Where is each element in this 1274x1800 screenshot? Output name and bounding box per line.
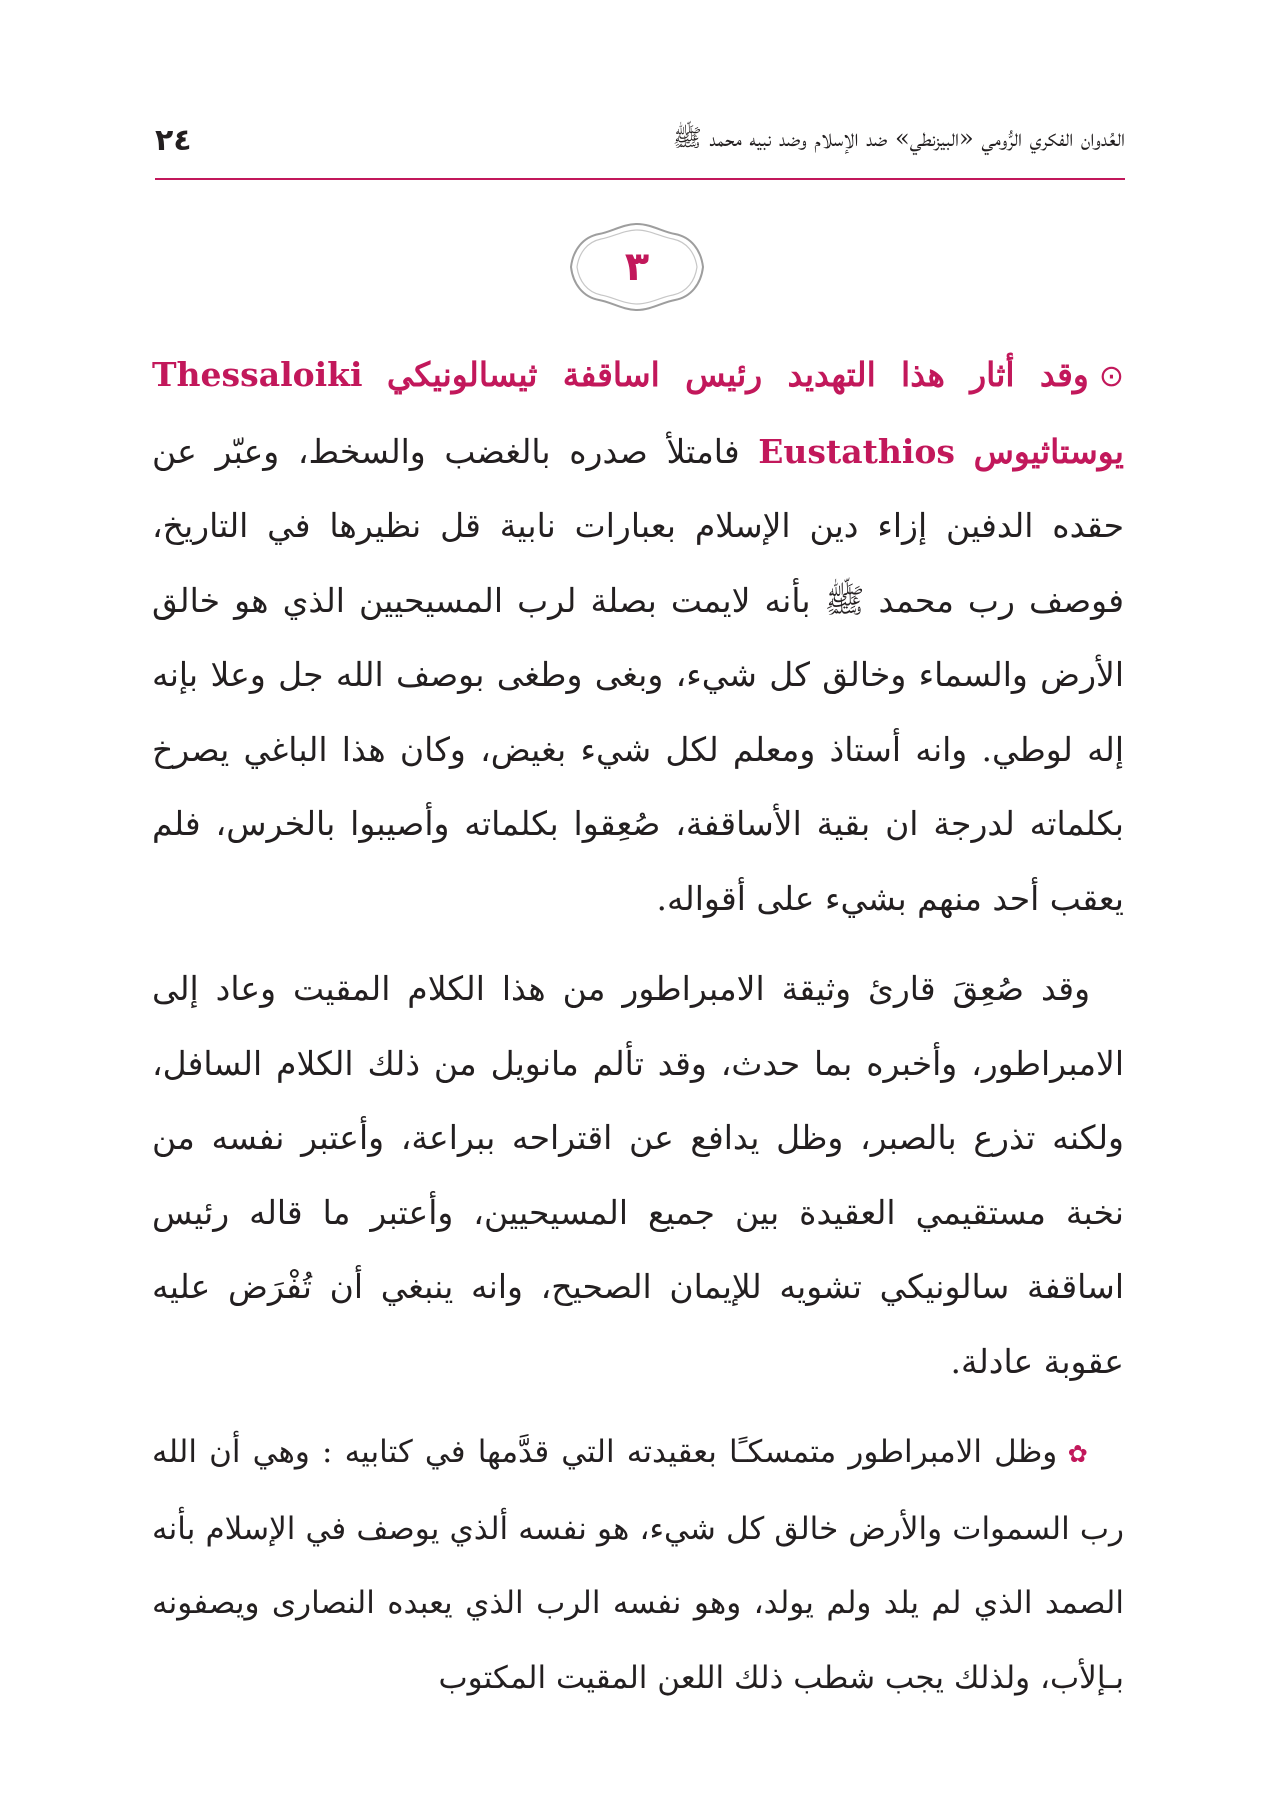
section-number: ٣ [624,244,650,290]
running-header [155,118,1125,162]
header-divider [155,178,1125,180]
page-number: ٢٤ [155,122,192,158]
running-title: العُدوان الفكري الرُّومي «البيزنطي» ضد الإسلام وضد نبيه محمد ﷺ [672,123,1125,152]
paragraph-3 [152,1415,1124,1715]
paragraph-3-text: وظل الامبراطور متمسكـًا بعقيدته التي قدَّمها في كتابيه : وهي أن الله رب السموات والأرض خالق كل شيء، هو نفسه ألذي يوصف في الإسلام بأنه الصمد الذي لم يلد ولم يولد، وهو نفسه الرب الذي يعبده النصارى ويصفونه بـإلأب، ولذلك يجب شطب ذلك اللعن المقيت المكتوب [152,1434,1124,1696]
circled-dot-icon: ⊙ [1098,359,1125,394]
paragraph-1 [152,338,1124,936]
section-number-ornament [567,220,707,314]
body-text [152,338,1124,1731]
latin-city-name: Thessaloiki [152,355,363,394]
paragraph-1-body: فامتلأ صدره بالغضب والسخط، وعبّر عن حقده الدفين إزاء دين الإسلام بعبارات نابية قل نظيرها في التاريخ، فوصف رب محمد ﷺ بأنه لايمت بصلة لرب المسيحيين الذي هو خالق الأرض والسماء وخالق كل شيء، وبغى وطغى بوصف الله جل وعلا بإنه إله لوطي. وانه أستاذ ومعلم لكل شيء بغيض، وكان هذا الباغي يصرخ بكلماته لدرجة ان بقية الأساقفة، صُعِقوا بكلماته وأصيبوا بالخرس، فلم يعقب أحد منهم بشيء على أقواله. [152,431,1124,918]
paragraph-1-intro: وقد أثار هذا التهديد رئيس اساقفة ثيسالونيكي [386,355,1089,394]
paragraph-2-text: وقد صُعِقَ قارئ وثيقة الامبراطور من هذا الكلام المقيت وعاد إلى الامبراطور، وأخبره بما حدث، وقد تألم مانويل من ذلك الكلام السافل، ولكنه تذرع بالصبر، وظل يدافع عن اقتراحه ببراعة، وأعتبر نفسه من نخبة مستقيمي العقيدة بين جميع المسيحيين، وأعتبر ما قاله رئيس اساقفة سالونيكي تشويه للإيمان الصحيح، وانه ينبغي أن تُفْرَض عليه عقوبة عادلة. [152,969,1124,1381]
latin-person-name: Eustathios [758,431,955,471]
arabic-person-name: يوستاثيوس [973,431,1124,471]
paragraph-2 [152,952,1124,1399]
flower-icon: ✿ [1065,1440,1091,1468]
